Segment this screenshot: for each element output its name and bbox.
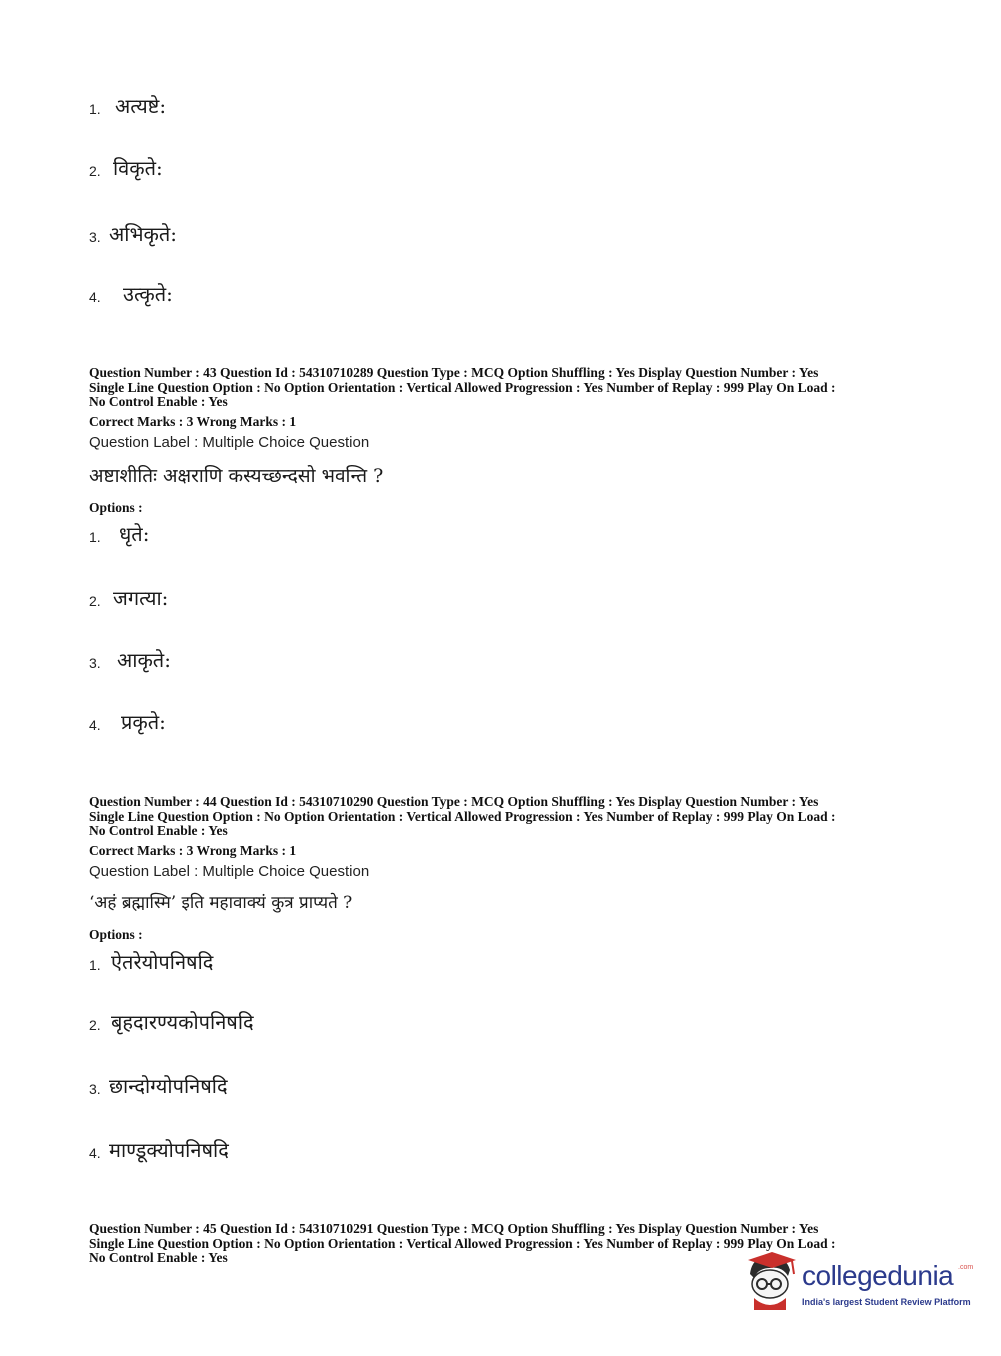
question-44-meta xyxy=(89,795,836,839)
option-text: अभिकृते: xyxy=(109,222,178,246)
option-number: 2. xyxy=(89,1017,101,1033)
option-number: 3. xyxy=(89,655,101,671)
option-2 xyxy=(89,588,168,608)
meta-line: Single Line Question Option : No Option Orientation : Vertical Allowed Progression : Yes Number of Replay : 999 Play On Load : xyxy=(89,379,836,395)
option-number: 4. xyxy=(89,717,101,733)
question-43-text: अष्टाशीतिः अक्षराणि कस्यच्छन्दसो भवन्ति ? xyxy=(89,465,384,487)
option-2 xyxy=(89,158,163,178)
option-1 xyxy=(89,96,166,116)
option-number: 4. xyxy=(89,289,101,305)
option-number: 1. xyxy=(89,101,101,117)
option-1 xyxy=(89,952,213,972)
option-4 xyxy=(89,284,173,304)
option-number: 2. xyxy=(89,163,101,179)
question-43-label: Question Label : Multiple Choice Question xyxy=(89,434,370,451)
question-44-options-heading: Options : xyxy=(89,927,143,942)
option-text: आकृते: xyxy=(117,648,171,672)
option-3 xyxy=(89,1076,228,1096)
option-2 xyxy=(89,1012,254,1032)
option-4 xyxy=(89,712,166,732)
question-43-options-heading: Options : xyxy=(89,500,143,515)
logo-domain-suffix: .com xyxy=(958,1264,974,1271)
meta-line: Question Number : 43 Question Id : 54310710289 Question Type : MCQ Option Shuffling : Yes Display Question Number : Yes xyxy=(89,365,819,380)
option-1 xyxy=(89,524,149,544)
option-text: विकृते: xyxy=(113,156,163,180)
option-text: बृहदारण्यकोपनिषदि xyxy=(111,1010,254,1034)
meta-line: No Control Enable : Yes xyxy=(89,394,228,409)
option-text: जगत्या: xyxy=(113,586,169,610)
option-4 xyxy=(89,1140,229,1160)
question-45-meta xyxy=(89,1222,836,1266)
option-number: 4. xyxy=(89,1145,101,1161)
question-43-marks: Correct Marks : 3 Wrong Marks : 1 xyxy=(89,414,297,429)
meta-line: Single Line Question Option : No Option Orientation : Vertical Allowed Progression : Yes Number of Replay : 999 Play On Load : xyxy=(89,1235,836,1251)
option-text: अत्यष्टे: xyxy=(115,94,167,118)
option-number: 2. xyxy=(89,593,101,609)
logo-wordmark: collegedunia xyxy=(802,1260,954,1291)
option-text: छान्दोग्योपनिषदि xyxy=(109,1074,228,1098)
meta-line: No Control Enable : Yes xyxy=(89,823,228,838)
meta-line: Single Line Question Option : No Option Orientation : Vertical Allowed Progression : Yes Number of Replay : 999 Play On Load : xyxy=(89,808,836,824)
meta-line: Question Number : 45 Question Id : 54310710291 Question Type : MCQ Option Shuffling : Yes Display Question Number : Yes xyxy=(89,1221,819,1236)
option-number: 3. xyxy=(89,1081,101,1097)
meta-line: No Control Enable : Yes xyxy=(89,1250,228,1265)
option-3 xyxy=(89,224,177,244)
mascot-icon xyxy=(742,1250,800,1316)
option-text: धृते: xyxy=(119,522,150,546)
option-text: प्रकृते: xyxy=(121,710,166,734)
option-number: 3. xyxy=(89,229,101,245)
logo-tagline: India's largest Student Review Platform xyxy=(802,1297,971,1307)
question-44-text: ‘अहं ब्रह्मास्मि’ इति महावाक्यं कुत्र प्राप्यते ? xyxy=(89,893,353,913)
meta-line: Question Number : 44 Question Id : 54310710290 Question Type : MCQ Option Shuffling : Yes Display Question Number : Yes xyxy=(89,794,819,809)
option-text: माण्डूक्योपनिषदि xyxy=(109,1138,229,1162)
question-44-label: Question Label : Multiple Choice Question xyxy=(89,863,370,880)
question-43-meta xyxy=(89,366,836,410)
option-3 xyxy=(89,650,171,670)
option-number: 1. xyxy=(89,957,101,973)
collegedunia-logo xyxy=(742,1250,972,1320)
question-44-marks: Correct Marks : 3 Wrong Marks : 1 xyxy=(89,843,297,858)
option-text: उत्कृते: xyxy=(123,282,173,306)
option-number: 1. xyxy=(89,529,101,545)
option-text: ऐतरेयोपनिषदि xyxy=(111,950,214,974)
